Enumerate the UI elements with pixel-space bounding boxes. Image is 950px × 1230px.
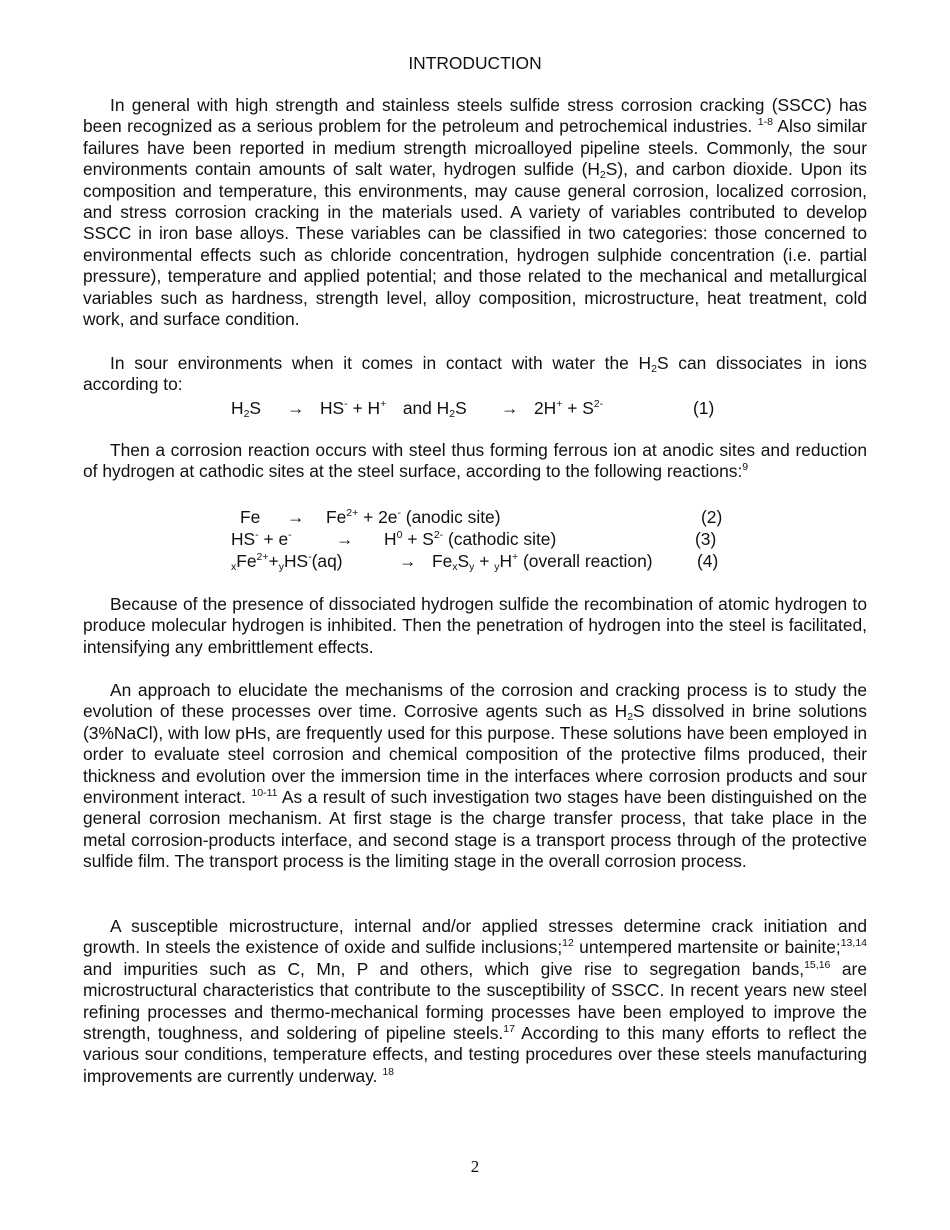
equation-number: (1) — [693, 398, 715, 418]
paragraph-1: In general with high strength and stainless steels sulfide stress corrosion cracking (SSCC) has been recognized as a serious problem for the petroleum and petrochemical industries. $^{1-8}$ Also similar failures have been reported in medium strength microalloyed pipeline steels. Commonly, the sour environments contain amounts of salt water, hydrogen sulfide $(H_2S)$, and carbon dioxide. Upon its composition and temperature, this environments, may cause general corrosion, localized corrosion, and stress corrosion cracking in the materials used. A variety of variables contributed to develop SSCC in iron base alloys. These variables can be classified in two categories: those concerned to environmental effects such as chloride concentration, hydrogen sulphide concentration (i.e. partial pressure), temperature and applied potential; and those related to the mechanical and metallurgical variables such as hardness, strength level, alloy composition, microstructure, heat treatment, cold work, and surface condition. — [83, 95, 867, 330]
document-page: INTRODUCTION In general with high strength and stainless steels sulfide stress corrosion cracking (SSCC) has been recognized as a serious problem for the petroleum and petrochemical industries. $^{1-8}$ Also similar failures have been reported in medium strength microalloyed pipeline steels. Commonly, the sour environments contain amounts of salt water, hydrogen sulfide $(H_2S)$, and carbon dioxide. Upon its composition and temperature, this environments, may cause general corrosion, localized corrosion, and stress corrosion cracking in the materials used. A variety of variables contributed to develop SSCC in iron base alloys. These variables can be classified in two categories: those concerned to environmental effects such as chloride concentration, hydrogen sulphide concentration (i.e. partial pressure), temperature and applied potential; and those related to the mechanical and metallurgical variables such as hardness, strength level, alloy composition, microstructure, heat treatment, cold work, and surface condition. In sour environments when it comes in contact with water the $H_2S$ can dissociates in ions according to: $H_2S$ → HS- + H+ and $H_2S$ → $2H^+ + S^{2-}$ (1) Then a corrosion reaction occurs with steel thus forming ferrous ion at anodic sites and reduction of hydrogen at cathodic sites at the steel surface, according to the following reactions:$^9$ Fe → $Fe^{2+} + 2e^-$ (anodic site) (2) HS- + e- → $H^0 + S^{2-}$ (cathodic site) (3) $_xFe^{2+}+_yHS^-(aq)$ → $Fe_xS_y + _yH^+$ (overall reaction) (4) Because of the presence of dissociated hydrogen sulfide the recombination of atomic hydrogen to produce molecular hydrogen is inhibited. Then the penetration of hydrogen into the steel is facilitated, intensifying any embrittlement effects. An approach to elucidate the mechanisms of the corrosion and cracking process is to study the evolution of these processes over time. Corrosive agents such as $H_2S$ dissolved in brine solutions (3%NaCl), with low pHs, are frequently used for this purpose. These solutions have been employed in order to evaluate steel corrosion and chemical composition of the protective films produced, their thickness and evolution over the immersion time in the interfaces where corrosion products and sour environment interact. $^{10-11}$ As a result of such investigation two stages have been distinguished on the general corrosion mechanism. At first stage is the charge transfer process, that take place in the metal corrosion-products interface, and second stage is a transport process through of the protective sulfide film. The transport process is the limiting stage in the overall corrosion process. A susceptible microstructure, internal and/or applied stresses determine crack initiation and growth. In steels the existence of oxide and sulfide inclusions;$^{12}$ untempered martensite or bainite;$^{13,14}$ and impurities such as C, Mn, P and others, which give rise to segregation bands,$^{15,16}$ are microstructural characteristics that contribute to the susceptibility of SSCC. In recent years new steel refining processes and thermo-mechanical forming processes have been employed to improve the strength, toughness, and soldering of pipeline steels.$^{17}$ According to this many efforts to reflect the various sour conditions, temperature effects, and testing procedures over these steels manufacturing improvements are currently underway. $^{18}$ 2 — [0, 0, 950, 1230]
paragraph-5: An approach to elucidate the mechanisms of the corrosion and cracking process is to study the evolution of these processes over time. Corrosive agents such as $H_2S$ dissolved in brine solutions (3%NaCl), with low pHs, are frequently used for this purpose. These solutions have been employed in order to evaluate steel corrosion and chemical composition of the protective films produced, their thickness and evolution over the immersion time in the interfaces where corrosion products and sour environment interact. $^{10-11}$ As a result of such investigation two stages have been distinguished on the general corrosion mechanism. At first stage is the charge transfer process, that take place in the metal corrosion-products interface, and second stage is a transport process through of the protective sulfide film. The transport process is the limiting stage in the overall corrosion process. — [83, 680, 867, 872]
paragraph-2: In sour environments when it comes in contact with water the $H_2S$ can dissociates in ions according to: — [83, 353, 867, 395]
reaction-arrow: → — [501, 398, 519, 418]
paragraph-4: Because of the presence of dissociated hydrogen sulfide the recombination of atomic hydrogen to produce molecular hydrogen is inhibited. Then the penetration of hydrogen into the steel is facilitated, intensifying any embrittlement effects. — [83, 594, 867, 657]
reaction-arrow: → — [336, 529, 354, 549]
citation-9: 9 — [742, 461, 749, 474]
reaction-arrow: → — [399, 551, 417, 571]
paragraph-3: Then a corrosion reaction occurs with steel thus forming ferrous ion at anodic sites and reduction of hydrogen at cathodic sites at the steel surface, according to the following reactions:$^9$ — [83, 440, 867, 482]
citation-1-8: 1-8 — [757, 116, 773, 129]
citation-12: 12 — [562, 937, 574, 950]
citation-15-16: 15,16 — [804, 958, 831, 971]
reaction-arrow: → — [287, 507, 305, 527]
page-number: 2 — [470, 1157, 480, 1176]
paragraph-6: A susceptible microstructure, internal and/or applied stresses determine crack initiation and growth. In steels the existence of oxide and sulfide inclusions;$^{12}$ untempered martensite or bainite;$^{13,14}$ and impurities such as C, Mn, P and others, which give rise to segregation bands,$^{15,16}$ are microstructural characteristics that contribute to the susceptibility of SSCC. In recent years new steel refining processes and thermo-mechanical forming processes have been employed to improve the strength, toughness, and soldering of pipeline steels.$^{17}$ According to this many efforts to reflect the various sour conditions, temperature effects, and testing procedures over these steels manufacturing improvements are currently underway. $^{18}$ — [83, 916, 867, 1086]
citation-18: 18 — [382, 1065, 394, 1078]
reaction-arrow: → — [287, 398, 305, 418]
citation-17: 17 — [503, 1023, 515, 1036]
citation-13-14: 13,14 — [840, 937, 867, 950]
section-heading: INTRODUCTION — [408, 53, 542, 73]
equation-number: (3) — [695, 529, 717, 549]
equation-number: (4) — [697, 551, 719, 571]
citation-10-11: 10-11 — [251, 787, 278, 800]
equation-number: (2) — [701, 507, 723, 527]
